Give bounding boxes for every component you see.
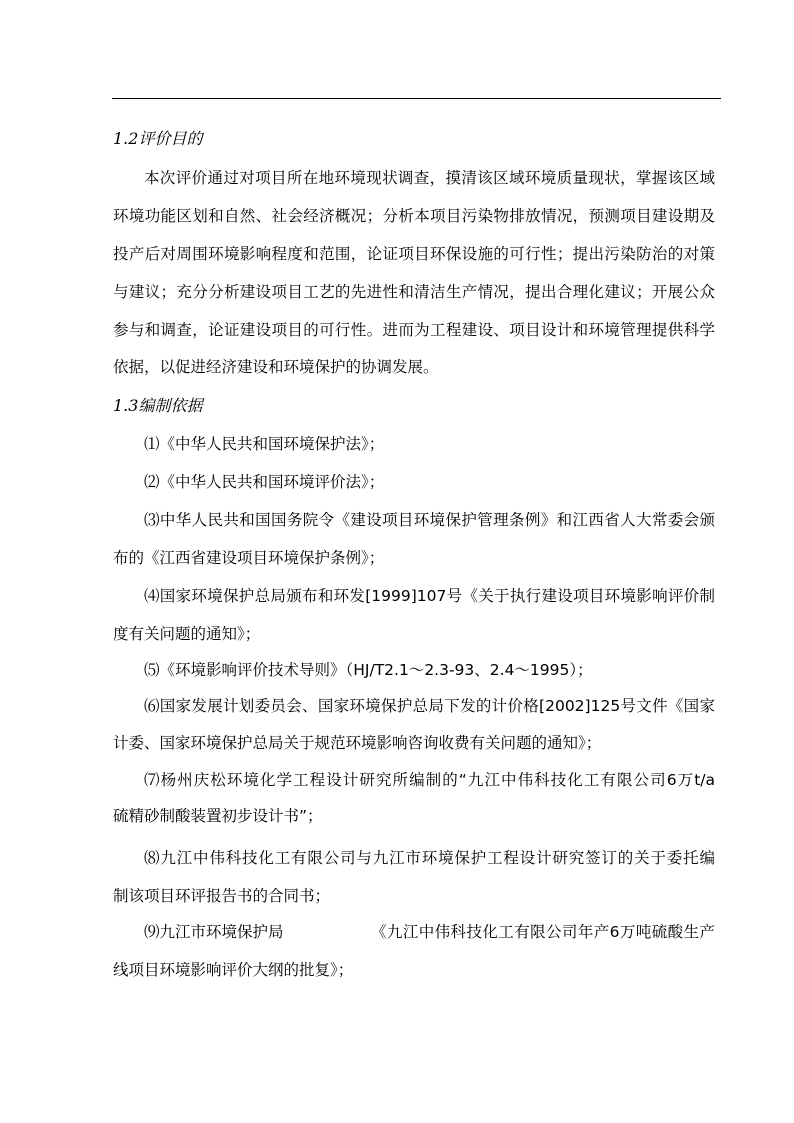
reference-item: ⑻九江中伟科技化工有限公司与九江市环境保护工程设计研究签订的关于委托编 <box>144 849 715 867</box>
reference-item-cont: 布的《江西省建设项目环境保护条例》； <box>113 549 385 567</box>
reference-item-cont: 制该项目环评报告书的合同书； <box>113 887 331 905</box>
reference-item-cont: 度有关问题的通知》； <box>113 625 261 643</box>
paragraph-line: 依据，以促进经济建设和环境保护的协调发展。 <box>113 358 439 376</box>
reference-item: ⑶中华人民共和国国务院令《建设项目环境保护管理条例》和江西省人大常委会颁 <box>144 511 715 529</box>
paragraph-line: 环境功能区划和自然、社会经济概况；分析本项目污染物排放情况，预测项目建设期及 <box>113 207 715 225</box>
paragraph-line: 本次评价通过对项目所在地环境现状调查，摸清该区域环境质量现状，掌握该区域 <box>144 169 715 187</box>
reference-item-cont: 线项目环境影响评价大纲的批复》； <box>113 961 354 979</box>
reference-item: ⑴《中华人民共和国环境保护法》； <box>144 435 385 453</box>
reference-item: ⑸《环境影响评价技术导则》（HJ/T2.1～2.3-93、2.4～1995）； <box>144 661 593 679</box>
header-rule <box>112 98 721 99</box>
paragraph-line: 参与和调查，论证建设项目的可行性。进而为工程建设、项目设计和环境管理提供科学 <box>113 321 715 339</box>
paragraph-line: 投产后对周围环境影响程度和范围，论证项目环保设施的可行性；提出污染防治的对策 <box>113 245 715 263</box>
reference-item: ⑺杨州庆松环境化学工程设计研究所编制的“九江中伟科技化工有限公司6万t/a <box>144 771 715 789</box>
reference-item: ⑹国家发展计划委员会、国家环境保护总局下发的计价格[2002]125号文件《国家 <box>144 697 715 715</box>
paragraph-line: 与建议；充分分析建设项目工艺的先进性和清洁生产情况，提出合理化建议；开展公众 <box>113 283 715 301</box>
section-heading-1-3: 1.3编制依据 <box>113 396 203 415</box>
reference-item: ⑷国家环境保护总局颁布和环发[1999]107号《关于执行建设项目环境影响评价制 <box>144 587 715 605</box>
section-heading-1-2: 1.2评价目的 <box>113 129 203 148</box>
reference-item-cont: 硫精砂制酸装置初步设计书”； <box>113 807 323 825</box>
reference-item-title: 《九江中伟科技化工有限公司年产6万吨硫酸生产 <box>371 923 715 941</box>
reference-item: ⑼九江市环境保护局 <box>144 923 284 941</box>
reference-item: ⑵《中华人民共和国环境评价法》； <box>144 473 385 491</box>
reference-item-cont: 计委、国家环境保护总局关于规范环境影响咨询收费有关问题的通知》； <box>113 734 602 752</box>
